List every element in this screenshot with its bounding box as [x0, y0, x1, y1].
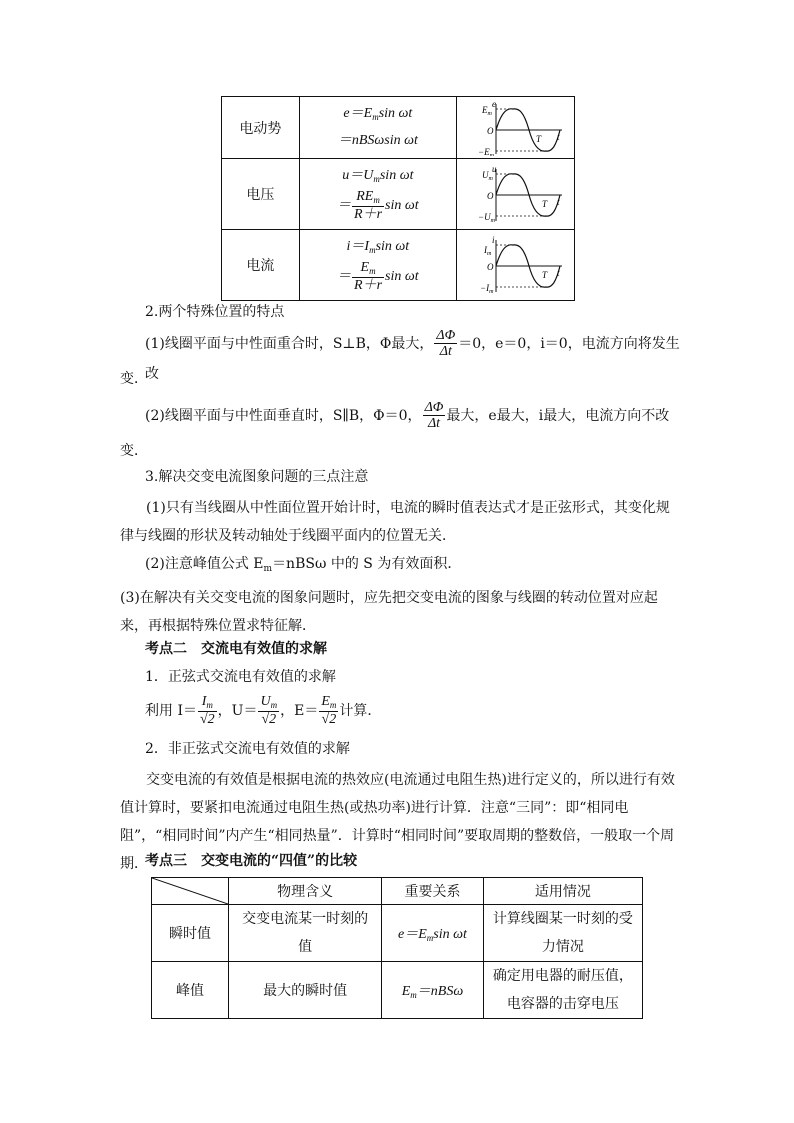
table-row — [222, 159, 575, 230]
table-row — [222, 97, 575, 159]
topic-heading: 考点二 交流电有效值的求解 — [145, 641, 327, 657]
instantaneous-expression-table — [221, 96, 575, 301]
sine-graph-cell — [457, 97, 575, 159]
topic-heading: 考点三 交变电流的“四值”的比较 — [145, 853, 358, 869]
fraction: $\frac{RE_m}{R+r}$ — [354, 188, 383, 222]
formula-cell: $u=U_m\sin$ ωt ＝ $\frac{RE_m}{R+r}$ sin ωt — [299, 159, 456, 230]
current-sine-graph — [466, 236, 566, 294]
table-row — [222, 230, 575, 301]
row-name: 电动势 — [222, 97, 300, 159]
min-label: $-U_m$ — [477, 212, 495, 223]
time-axis-label: t — [556, 197, 560, 207]
max-label: $U_m$ — [481, 170, 493, 182]
relation-cell: $E_m=nBS\omega$ — [382, 962, 484, 1019]
axis-label: u — [491, 165, 497, 174]
table-row — [152, 962, 643, 1019]
axis-label: i — [491, 236, 495, 245]
voltage-sine-graph — [466, 165, 566, 223]
column-header: 适用情况 — [483, 878, 642, 905]
time-axis-label: t — [556, 131, 560, 142]
relation-cell: $e=E_m\sin$ ωt — [382, 905, 484, 962]
period-label: T — [541, 270, 547, 280]
period-label: T — [535, 133, 541, 144]
column-header: 物理含义 — [229, 878, 382, 905]
paragraph-continuation: 变． — [120, 371, 148, 387]
diagonal-corner-cell — [152, 878, 229, 905]
fraction: $\frac{\Delta\Phi}{\Delta t}$ — [436, 328, 456, 360]
section-heading: 2.两个特殊位置的特点 — [145, 304, 285, 320]
meaning-cell: 最大的瞬时值 — [229, 962, 382, 1019]
fraction: $\frac{\Delta\Phi}{\Delta t}$ — [424, 400, 444, 432]
paragraph: 交变电流的有效值是根据电流的热效应(电流通过电阻生热)进行定义的，所以进行有效值计算时，要紧扣电流通过电阻生热(或热功率)进行计算．注意“三同”：即“相同电阻”，“相同时间”内产生“相同热量”．计算时“相同时间”要取周期的整数倍，一般取一个周期． — [120, 772, 675, 872]
fraction: $\frac{I_m}{√2}$ — [199, 694, 215, 728]
section-heading: 3.解决交变电流图象问题的三点注意 — [145, 469, 369, 485]
max-label: $E_m$ — [481, 104, 492, 117]
column-header: 重要关系 — [382, 878, 484, 905]
usage-cell: 计算线圈某一时刻的受力情况 — [483, 905, 642, 962]
four-values-table — [151, 877, 643, 1019]
origin-label: O — [486, 191, 494, 201]
table-row — [152, 905, 643, 962]
paragraph: (1)只有当线圈从中性面位置开始计时，电流的瞬时值表达式才是正弦形式，其变化规律与线圈的形状及转动轴处于线圈平面内的位置无关． — [120, 500, 670, 544]
min-label: $-I_m$ — [479, 283, 493, 294]
formula-cell: $e=E_m\sin$ ωt ＝nBSωsin ωt — [299, 97, 456, 159]
meaning-cell: 交变电流某一时刻的值 — [229, 905, 382, 962]
paragraph: (2)线圈平面与中性面垂直时，S∥B，Φ＝0， $\frac{\Delta\Phi}{\Delta t}$ 最大，e最大，i最大，电流方向不改 — [145, 400, 670, 432]
sine-graph-cell — [457, 230, 575, 301]
fraction: $\frac{E_m}{√2}$ — [321, 694, 337, 728]
formula-line: 利用 I＝ $\frac{I_m}{√2}$ ，U＝ $\frac{U_m}{√2}$ ，E＝ $\frac{E_m}{√2}$ 计算． — [145, 694, 382, 728]
axis-label: e — [491, 99, 496, 109]
max-label: $I_m$ — [483, 245, 491, 257]
origin-label: O — [486, 125, 494, 136]
usage-cell: 确定用电器的耐压值，电容器的击穿电压 — [483, 962, 642, 1019]
sine-graph-cell — [457, 159, 575, 230]
paragraph: (3)在解决有关交变电流的图象问题时，应先把交变电流的图象与线圈的转动位置对应起来，再根据特殊位置求特征解． — [120, 590, 658, 634]
min-label: $-E_m$ — [477, 146, 494, 156]
diagonal-line — [152, 878, 228, 904]
paragraph: (1)线圈平面与中性面重合时，S⊥B，Φ最大， $\frac{\Delta\Phi}{\Delta t}$ ＝0，e＝0，i＝0，电流方向将发生改 — [145, 328, 680, 382]
row-name: 电压 — [222, 159, 300, 230]
row-name: 瞬时值 — [152, 905, 229, 962]
fraction: $\frac{E_m}{R+r}$ — [354, 259, 383, 293]
fraction: $\frac{U_m}{√2}$ — [260, 694, 278, 728]
emf-sine-graph — [466, 100, 566, 156]
row-name: 电流 — [222, 230, 300, 301]
time-axis-label: t — [556, 268, 560, 278]
table-header-row — [152, 878, 643, 905]
row-name: 峰值 — [152, 962, 229, 1019]
sub-heading: 2．非正弦式交流电有效值的求解 — [145, 741, 350, 757]
period-label: T — [541, 199, 547, 209]
paragraph-continuation: 变． — [120, 443, 148, 459]
sub-heading: 1．正弦式交流电有效值的求解 — [145, 669, 336, 685]
formula-cell: $i=I_m\sin$ ωt ＝ $\frac{E_m}{R+r}$ sin ωt — [299, 230, 456, 301]
paragraph: (2)注意峰值公式 $E_m=nBS\omega$ 中的 S 为有效面积． — [145, 556, 462, 574]
origin-label: O — [486, 262, 494, 272]
